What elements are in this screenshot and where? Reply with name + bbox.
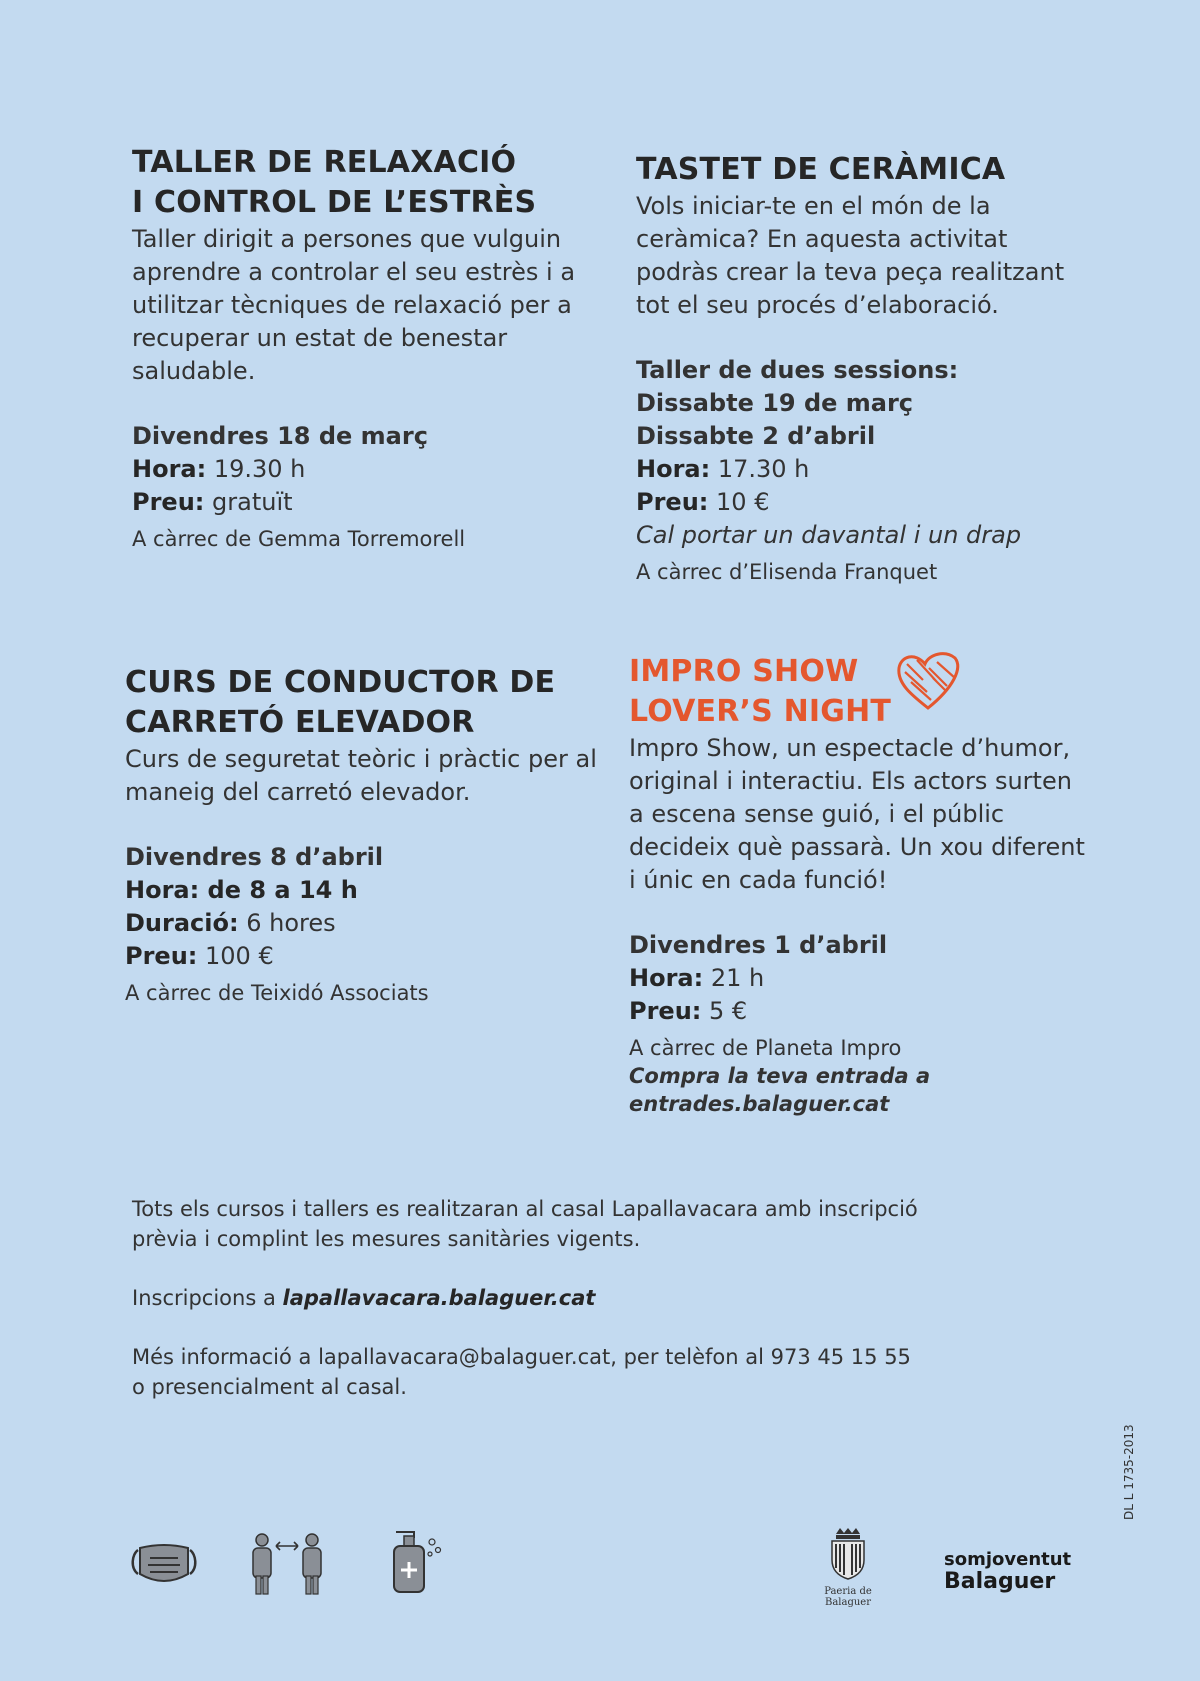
footer-line: Tots els cursos i tallers es realitzaran al casal Lapallavacara amb inscripció (132, 1197, 918, 1221)
price-value: 10 € (708, 488, 770, 516)
workshop-sessions: Taller de dues sessions: (636, 356, 959, 384)
desc-line: saludable. (132, 357, 256, 385)
workshop-date: Divendres 1 d’abril (629, 931, 888, 959)
desc-line: maneig del carretó elevador. (125, 778, 471, 806)
workshop-description (132, 223, 592, 388)
price-label: Preu: (629, 997, 702, 1025)
desc-line: a escena sense guió, i el públic (629, 800, 1005, 828)
footer-info (132, 1194, 982, 1254)
hand-sanitizer-icon (388, 1528, 444, 1596)
workshop-duration (125, 907, 605, 940)
price-value: 5 € (701, 997, 748, 1025)
workshop-instructor: A càrrec de Planeta Impro (629, 1036, 902, 1060)
desc-line: i únic en cada funció! (629, 866, 888, 894)
title-line: I CONTROL DE L’ESTRÈS (132, 185, 537, 220)
workshop-instructor: A càrrec d’Elisenda Franquet (636, 560, 938, 584)
hour-label: Hora: (132, 455, 207, 483)
duration-value: 6 hores (238, 909, 336, 937)
workshop-date: Dissabte 2 d’abril (636, 422, 876, 450)
workshop-ceramica (636, 150, 1096, 586)
ticket-line: Compra la teva entrada a (629, 1064, 931, 1088)
workshop-price (629, 995, 1099, 1028)
paeria-logo (800, 1528, 896, 1608)
title-line: IMPRO SHOW (629, 654, 859, 689)
desc-line: ceràmica? En aquesta activitat (636, 225, 1008, 253)
heart-icon (893, 648, 963, 712)
workshop-title (132, 143, 592, 223)
duration-label: Duració: (125, 909, 239, 937)
somjoventut-logo (944, 1549, 1072, 1594)
price-value: 100 € (197, 942, 274, 970)
workshop-date: Dissabte 19 de març (636, 389, 914, 417)
hour-value: de 8 a 14 h (199, 876, 358, 904)
ticket-link[interactable]: entrades.balaguer.cat (629, 1092, 890, 1116)
title-line: TALLER DE RELAXACIÓ (132, 145, 517, 180)
workshop-relaxacio (132, 143, 592, 553)
desc-line: original i interactiu. Els actors surten (629, 767, 1072, 795)
footer-line: Més informació a lapallavacara@balaguer.cat, per telèfon al 973 45 15 55 (132, 1345, 911, 1369)
price-value: gratuït (204, 488, 293, 516)
title-line: CURS DE CONDUCTOR DE (125, 665, 556, 700)
paeria-name: Paeria de Balaguer (824, 1586, 872, 1608)
hour-value: 17.30 h (710, 455, 810, 483)
footer-line: o presencialment al casal. (132, 1375, 407, 1399)
title-line: TASTET DE CERÀMICA (636, 152, 1006, 187)
desc-line: Vols iniciar-te en el món de la (636, 192, 991, 220)
workshop-price (125, 940, 605, 973)
hour-value: 19.30 h (206, 455, 306, 483)
workshop-impro-show (629, 652, 1099, 1118)
social-distance-icon (248, 1532, 328, 1596)
workshop-instructor: A càrrec de Gemma Torremorell (132, 527, 466, 551)
workshop-date: Divendres 8 d’abril (125, 843, 384, 871)
desc-line: Curs de seguretat teòric i pràctic per al (125, 745, 597, 773)
price-label: Preu: (125, 942, 198, 970)
hour-value: 21 h (703, 964, 765, 992)
workshop-carreto (125, 663, 605, 1007)
footer-prefix: Inscripcions a (132, 1286, 283, 1310)
workshop-price (636, 486, 1096, 519)
workshop-description (125, 743, 605, 809)
coat-of-arms-icon (826, 1528, 870, 1580)
price-label: Preu: (636, 488, 709, 516)
workshop-hour (636, 453, 1096, 486)
workshop-note: Cal portar un davantal i un drap (636, 521, 1022, 549)
footer-line: prèvia i complint les mesures sanitàries vigents. (132, 1227, 641, 1251)
workshop-instructor: A càrrec de Teixidó Associats (125, 981, 429, 1005)
footer-contact (132, 1342, 982, 1402)
workshop-price (132, 486, 592, 519)
desc-line: recuperar un estat de benestar (132, 324, 508, 352)
footer-registration (132, 1283, 982, 1313)
workshop-hour (629, 962, 1099, 995)
title-line: LOVER’S NIGHT (629, 694, 892, 729)
desc-line: Taller dirigit a persones que vulguin (132, 225, 562, 253)
workshop-hour (132, 453, 592, 486)
logo-line: somjoventut (944, 1549, 1072, 1570)
desc-line: podràs crear la teva peça realitzant (636, 258, 1065, 286)
desc-line: tot el seu procés d’elaboració. (636, 291, 999, 319)
face-mask-icon (128, 1540, 200, 1590)
hour-label: Hora: (125, 876, 200, 904)
title-line: CARRETÓ ELEVADOR (125, 705, 475, 740)
legal-deposit: DL L 1735-2013 (1122, 1424, 1136, 1520)
hour-label: Hora: (636, 455, 711, 483)
registration-link[interactable]: lapallavacara.balaguer.cat (282, 1286, 596, 1310)
workshop-title (629, 652, 1099, 732)
desc-line: utilitzar tècniques de relaxació per a (132, 291, 572, 319)
workshop-title (636, 150, 1096, 190)
workshop-date: Divendres 18 de març (132, 422, 428, 450)
workshop-title (125, 663, 605, 743)
desc-line: Impro Show, un espectacle d’humor, (629, 734, 1071, 762)
workshop-hour (125, 874, 605, 907)
desc-line: aprendre a controlar el seu estrès i a (132, 258, 576, 286)
hour-label: Hora: (629, 964, 704, 992)
price-label: Preu: (132, 488, 205, 516)
desc-line: decideix què passarà. Un xou diferent (629, 833, 1085, 861)
logo-line: Balaguer (944, 1569, 1056, 1594)
workshop-description (636, 190, 1096, 322)
workshop-description (629, 732, 1099, 897)
